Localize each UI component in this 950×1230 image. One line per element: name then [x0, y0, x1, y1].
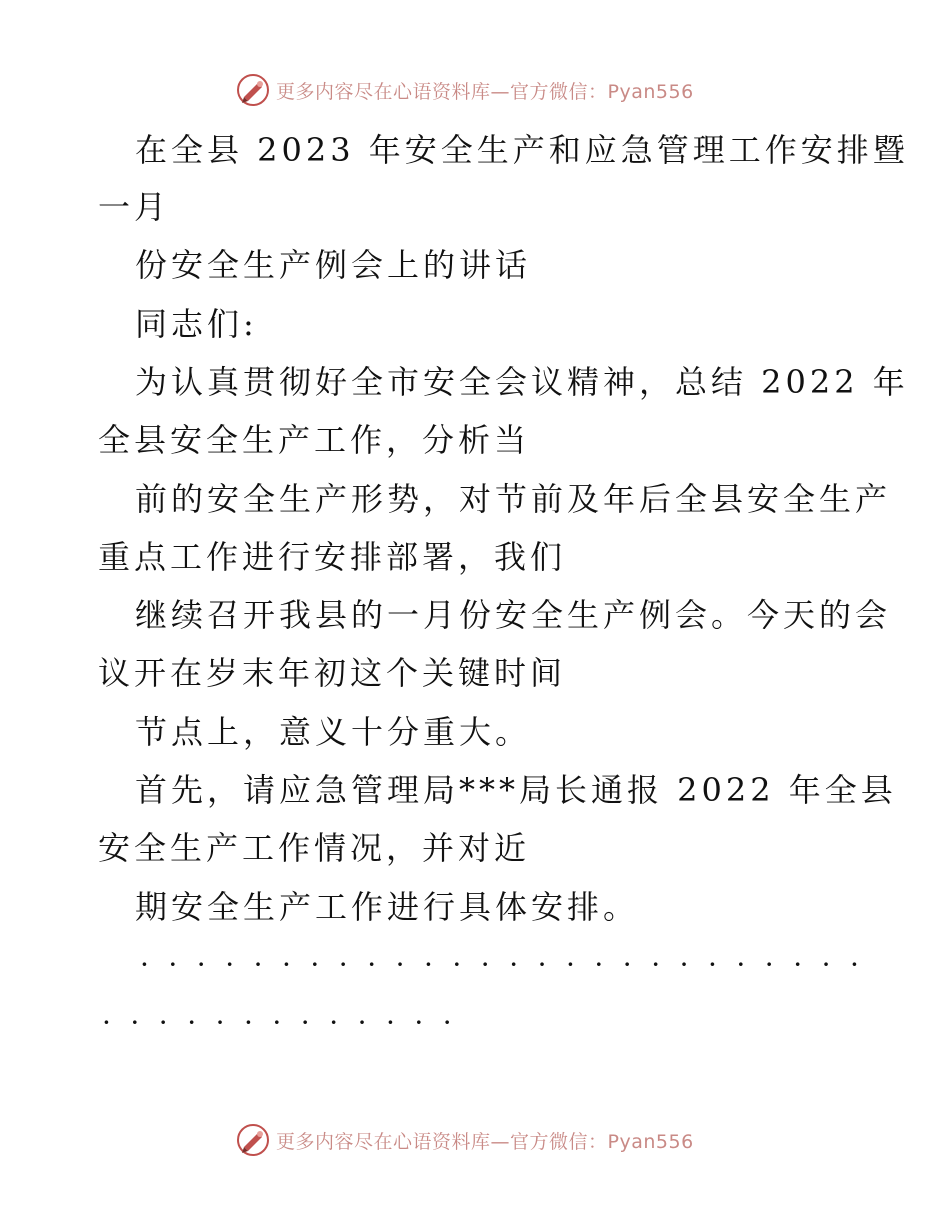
- paragraph-line: 议开在岁末年初这个关键时间: [98, 654, 567, 692]
- title-line-1: 在全县 2023 年安全生产和应急管理工作安排暨: [135, 131, 909, 169]
- paragraph-line: 首先，请应急管理局***局长通报 2022 年全县: [135, 771, 897, 809]
- ellipsis-row-2: ·············: [102, 1006, 472, 1039]
- paragraph-line: 节点上，意义十分重大。: [135, 713, 532, 751]
- paragraph-line: 继续召开我县的一月份安全生产例会。今天的会: [135, 596, 892, 634]
- paragraph-line: 安全生产工作情况，并对近: [98, 829, 531, 867]
- paragraph-line: 重点工作进行安排部署，我们: [98, 538, 567, 576]
- paragraph-line: 全县安全生产工作，分析当: [98, 421, 531, 459]
- paragraph-line: 为认真贯彻好全市安全会议精神，总结 2022 年: [135, 363, 909, 401]
- ellipsis-row-1: ··························: [140, 948, 879, 981]
- salutation: 同志们:: [135, 305, 258, 343]
- paragraph-line: 前的安全生产形势，对节前及年后全县安全生产: [135, 480, 892, 518]
- title-line-3: 份安全生产例会上的讲话: [135, 246, 532, 284]
- watermark-text: 更多内容尽在心语资料库—官方微信：Pyan556: [276, 80, 694, 103]
- paragraph-line: 期安全生产工作进行具体安排。: [135, 888, 640, 926]
- title-line-2: 一月: [98, 188, 171, 226]
- watermark-text: 更多内容尽在心语资料库—官方微信：Pyan556: [276, 1130, 694, 1153]
- pen-logo-icon: [236, 73, 270, 107]
- header-watermark: [236, 72, 694, 108]
- pen-logo-icon: [236, 1123, 270, 1157]
- footer-watermark: [236, 1122, 694, 1158]
